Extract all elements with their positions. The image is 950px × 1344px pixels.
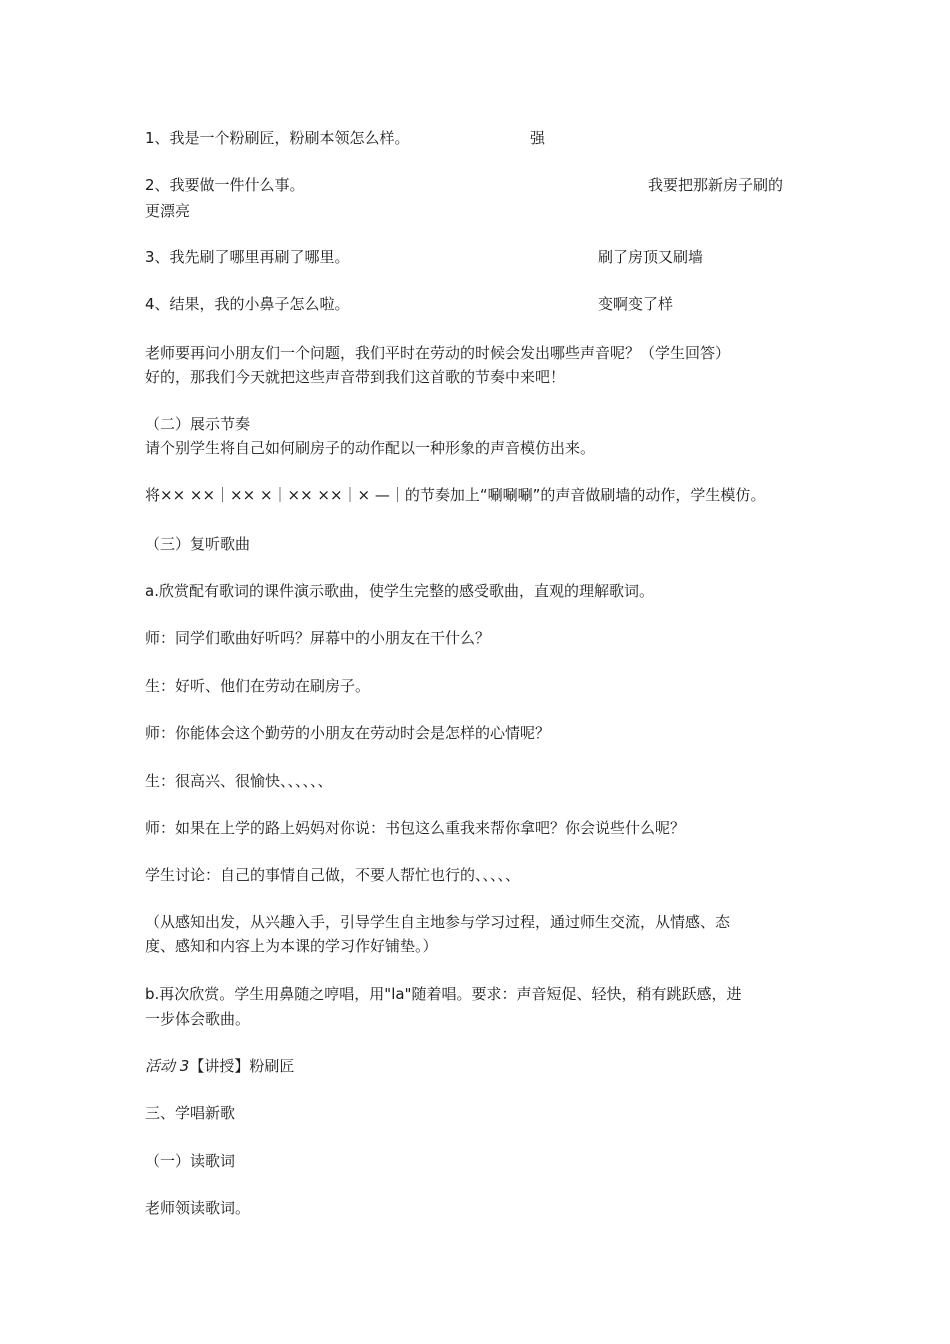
part-3-body: 老师领读歌词。: [145, 1199, 251, 1217]
teacher-line-3: 师：如果在上学的路上妈妈对你说：书包这么重我来帮你拿吧？你会说些什么呢？: [145, 819, 686, 837]
student-line-1: 生：好听、他们在劳动在刷房子。: [145, 677, 371, 695]
answer-3: 刷了房顶又刷墙: [598, 248, 704, 266]
note-line-2: 度、感知和内容上为本课的学习作好铺垫。）: [145, 937, 438, 955]
student-line-2: 生：很高兴、很愉快、、、、、、: [145, 772, 333, 790]
activity-heading: [145, 1055, 294, 1077]
item-b-line-1: b.再次欣赏。学生用鼻随之哼唱，用"la"随着唱。要求：声音短促、轻快，稍有跳跃感，进: [145, 985, 742, 1003]
part-3-subtitle: （一）读歌词: [145, 1152, 236, 1170]
section-2-title: （二）展示节奏: [145, 415, 251, 433]
discussion-line: 学生讨论：自己的事情自己做，不要人帮忙也行的、、、、、: [145, 866, 521, 884]
question-1: 1、我是一个粉刷匠，粉刷本领怎么样。: [145, 129, 410, 147]
answer-2-continued: 更漂亮: [145, 202, 191, 220]
rhythm-line: 将×× ××｜×× ×｜×× ××｜× —｜的节奏加上“唰唰唰”的声音做刷墙的动作，学生模仿。: [145, 486, 766, 504]
answer-4: 变啊变了样: [598, 295, 674, 313]
part-3-title: 三、学唱新歌: [145, 1104, 236, 1122]
section-2-body: 请个别学生将自己如何刷房子的动作配以一种形象的声音模仿出来。: [145, 439, 596, 457]
answer-2: 我要把那新房子刷的: [648, 176, 784, 194]
section-3-title: （三）复听歌曲: [145, 535, 251, 553]
teacher-line-2: 师：你能体会这个勤劳的小朋友在劳动时会是怎样的心情呢？: [145, 724, 551, 742]
paragraph-question-2: 好的，那我们今天就把这些声音带到我们这首歌的节奏中来吧！: [145, 368, 566, 386]
item-a: a.欣赏配有歌词的课件演示歌曲，使学生完整的感受歌曲，直观的理解歌词。: [145, 582, 654, 600]
teacher-line-1: 师：同学们歌曲好听吗？屏幕中的小朋友在干什么？: [145, 629, 491, 647]
note-line-1: （从感知出发，从兴趣入手，引导学生自主地参与学习过程，通过师生交流，从情感、态: [145, 913, 731, 931]
question-3: 3、我先刷了哪里再刷了哪里。: [145, 248, 350, 266]
answer-1: 强: [530, 129, 546, 147]
activity-label: 活动 3: [145, 1057, 190, 1075]
paragraph-question-1: 老师要再问小朋友们一个问题，我们平时在劳动的时候会发出哪些声音呢？（学生回答）: [145, 344, 731, 362]
activity-title: 【讲授】粉刷匠: [189, 1057, 295, 1075]
item-b-line-2: 一步体会歌曲。: [145, 1010, 251, 1028]
question-4: 4、结果，我的小鼻子怎么啦。: [145, 295, 350, 313]
question-2: 2、我要做一件什么事。: [145, 176, 305, 194]
